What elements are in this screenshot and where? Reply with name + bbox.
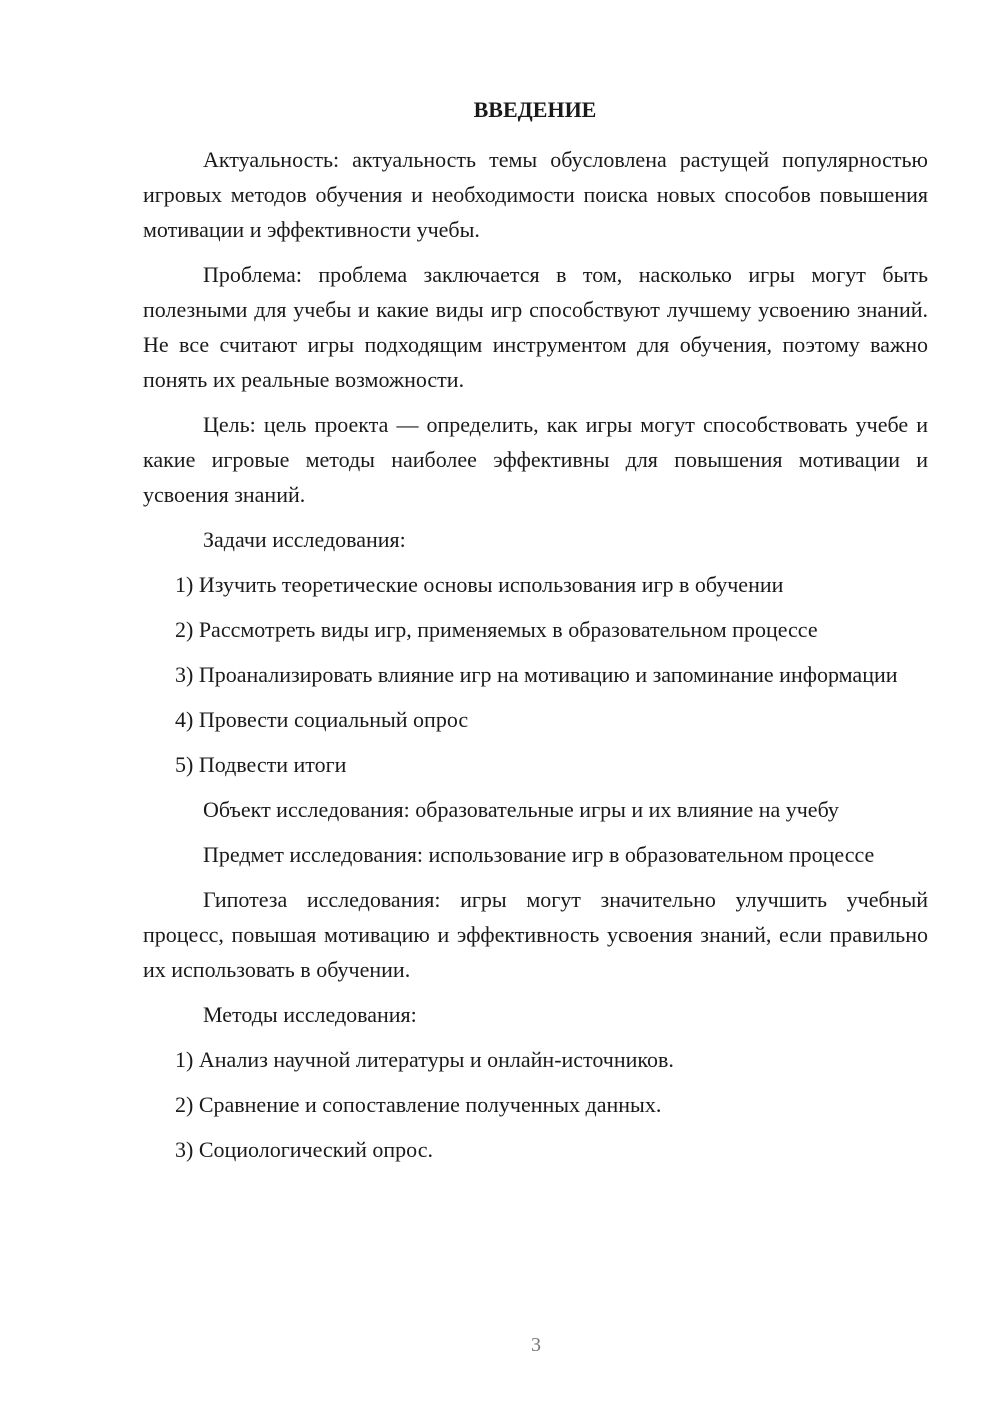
paragraph-tasks-heading: Задачи исследования: xyxy=(203,527,406,552)
paragraph-subject: Предмет исследования: использование игр в образовательном процессе xyxy=(203,842,875,867)
task-item-5: 5) Подвести итоги xyxy=(175,752,347,777)
paragraph-hypothesis: Гипотеза исследования: игры могут значительно улучшить учебный процесс, повышая мотивацию и эффективность усвоения знаний, если правильно их использовать в обучении. xyxy=(143,887,928,982)
paragraph-methods-heading: Методы исследования: xyxy=(203,1002,417,1027)
task-item-4: 4) Провести социальный опрос xyxy=(175,707,469,732)
task-item-2: 2) Рассмотреть виды игр, применяемых в образовательном процессе xyxy=(175,617,818,642)
paragraph-relevance: Актуальность: актуальность темы обусловлена растущей популярностью игровых методов обучения и необходимости поиска новых способов повышения мотивации и эффективности учебы. xyxy=(143,147,928,242)
task-item-1: 1) Изучить теоретические основы использования игр в обучении xyxy=(175,572,784,597)
method-item-1: 1) Анализ научной литературы и онлайн-источников. xyxy=(175,1047,674,1072)
page-number: 3 xyxy=(531,1334,541,1356)
paragraph-problem: Проблема: проблема заключается в том, насколько игры могут быть полезными для учебы и какие виды игр способствуют лучшему усвоению знаний. Не все считают игры подходящим инструментом для обучения, поэтому важно понять их реальные возможности. xyxy=(143,262,928,392)
method-item-2: 2) Сравнение и сопоставление полученных данных. xyxy=(175,1092,662,1117)
section-title: ВВЕДЕНИЕ xyxy=(473,97,597,122)
task-item-3: 3) Проанализировать влияние игр на мотивацию и запоминание информации xyxy=(175,662,898,687)
paragraph-object: Объект исследования: образовательные игры и их влияние на учебу xyxy=(203,797,839,822)
body-text xyxy=(143,142,928,1177)
method-item-3: 3) Социологический опрос. xyxy=(175,1137,433,1162)
paragraph-goal: Цель: цель проекта — определить, как игры могут способствовать учебе и какие игровые методы наиболее эффективны для повышения мотивации и усвоения знаний. xyxy=(143,412,928,507)
